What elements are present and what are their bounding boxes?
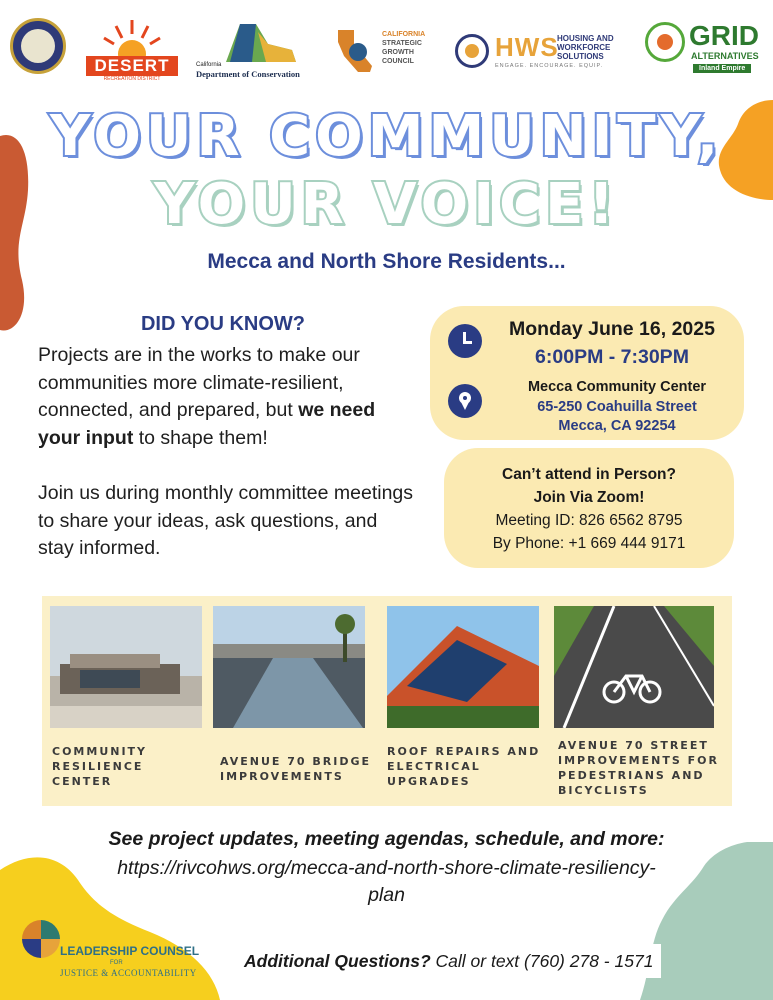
zoom-details-card: [444, 448, 734, 568]
hws-line-2: WORKFORCE: [557, 43, 611, 52]
project-label-4: AVENUE 70 STREET IMPROVEMENTS FOR PEDESTRIANS AND BICYCLISTS: [558, 739, 719, 797]
hws-logo-mark: HWS: [495, 32, 559, 62]
additional-questions-bold: Additional Questions?: [244, 951, 431, 971]
solar-roof-photo: [387, 606, 539, 728]
sgc-logo-text: [382, 30, 425, 66]
seal-emblem-icon: [21, 29, 55, 63]
headline-line-2: YOUR VOICE!: [154, 172, 619, 237]
doc-logo-state: California: [196, 62, 222, 68]
event-details-card: [430, 306, 744, 440]
bike-lane-photo: [554, 606, 714, 728]
community-center-photo: [50, 606, 202, 728]
project-label-2: AVENUE 70 BRIDGE IMPROVEMENTS: [220, 755, 372, 783]
event-venue: Mecca Community Center: [527, 379, 707, 395]
leadership-logo-sub: JUSTICE & ACCOUNTABILITY: [60, 968, 197, 978]
sgc-line-4: COUNCIL: [382, 58, 414, 65]
hws-line-1: HOUSING AND: [557, 34, 614, 43]
hws-logo-side: [557, 34, 614, 61]
event-street: 65-250 Coahuilla Street: [537, 399, 697, 415]
california-state-icon: [334, 28, 378, 74]
desert-recreation-district-logo: [86, 18, 178, 80]
department-of-conservation-logo: [196, 22, 300, 80]
event-time: 6:00PM - 7:30PM: [535, 346, 689, 368]
hws-logo-tagline: ENGAGE. ENCOURAGE. EQUIP.: [495, 63, 604, 69]
audience-subhead: Mecca and North Shore Residents...: [207, 250, 566, 273]
sunburst-icon: [86, 18, 178, 58]
county-seal-logo: [10, 18, 66, 74]
did-you-know-title: DID YOU KNOW?: [140, 313, 306, 335]
additional-questions-phone: Call or text (760) 278 - 1571: [430, 951, 654, 971]
avenue-70-bridge-photo: [213, 606, 365, 728]
desert-logo-sub: RECREATION DISTRICT: [103, 76, 161, 82]
doc-logo-name: Department of Conservation: [196, 69, 300, 79]
updates-heading: See project updates, meeting agendas, schedule, and more:: [108, 828, 665, 850]
sgc-line-2: STRATEGIC: [382, 40, 422, 47]
leadership-counsel-logo: [22, 920, 212, 982]
paragraph-text-b: to shape them!: [133, 426, 268, 449]
leadership-fan-icon: [22, 920, 60, 958]
headline-line-1: YOUR COMMUNITY,: [49, 104, 724, 169]
leadership-logo-name: LEADERSHIP COUNSEL: [60, 944, 200, 958]
zoom-invite: Join Via Zoom!: [533, 489, 645, 506]
strategic-growth-council-logo: [334, 28, 438, 76]
conservation-emblem-icon: [196, 22, 300, 62]
project-label-3: ROOF REPAIRS AND ELECTRICAL UPGRADES: [387, 745, 541, 788]
grid-logo-mark: GRID: [689, 20, 759, 51]
clock-icon: [448, 324, 482, 358]
project-label-1: COMMUNITY RESILIENCE CENTER: [52, 745, 148, 788]
hws-line-3: SOLUTIONS: [557, 52, 604, 61]
zoom-question: Can’t attend in Person?: [502, 466, 676, 483]
location-pin-icon: [448, 384, 482, 418]
event-date: Monday June 16, 2025: [509, 318, 715, 340]
paragraph-text-a: Projects are in the works to make our communities more climate-resilient, connected, and prepared, but: [38, 344, 360, 421]
grid-sun-icon: [645, 22, 685, 62]
hws-ring-icon: [455, 34, 489, 68]
did-you-know-paragraph: [38, 342, 418, 452]
join-us-paragraph: Join us during monthly committee meetings to share your ideas, ask questions, and stay informed.: [38, 482, 414, 559]
sgc-line-1: CALIFORNIA: [382, 31, 426, 38]
hws-logo: [455, 32, 625, 74]
grid-logo-region: Inland Empire: [693, 64, 751, 73]
additional-questions: [236, 944, 661, 978]
event-city: Mecca, CA 92254: [558, 418, 676, 434]
desert-logo-word: DESERT: [86, 56, 178, 76]
zoom-meeting-id: Meeting ID: 826 6562 8795: [495, 512, 683, 529]
projects-panel: [42, 596, 732, 806]
grid-alternatives-logo: [645, 20, 767, 80]
zoom-phone: By Phone: +1 669 444 9171: [492, 535, 686, 552]
paragraph-emphasis: we need your input: [38, 399, 376, 449]
project-website-link[interactable]: https://rivcohws.org/mecca-and-north-shore-climate-resiliency-plan: [117, 857, 656, 906]
sgc-line-3: GROWTH: [382, 49, 414, 56]
grid-logo-alt: ALTERNATIVES: [691, 51, 759, 61]
leadership-logo-for: FOR: [110, 960, 123, 966]
